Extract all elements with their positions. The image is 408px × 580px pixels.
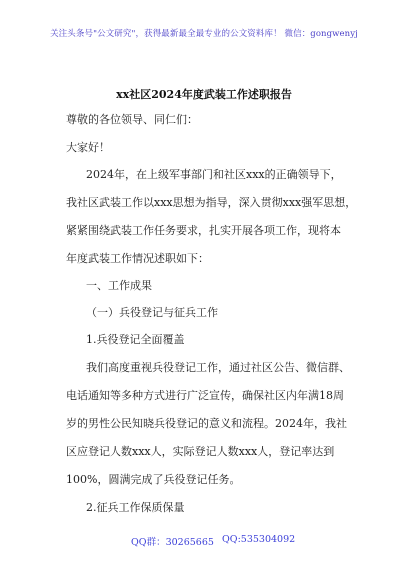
subsection-heading: （一）兵役登记与征兵工作 bbox=[86, 306, 218, 319]
item-heading: 2.征兵工作保质保量 bbox=[86, 501, 185, 514]
item-heading: 1.兵役登记全面覆盖 bbox=[86, 333, 185, 346]
paragraph-line: 我社区武装工作以xxx思想为指导，深入贯彻xxx强军思想， bbox=[66, 196, 357, 209]
paragraph-line: 我们高度重视兵役登记工作，通过社区公告、微信群、 bbox=[86, 361, 350, 374]
paragraph-line: 电话通知等多种方式进行广泛宣传，确保社区内年满18周 bbox=[66, 389, 344, 402]
header-promo-note: 关注头条号"公文研究"，获得最新最全最专业的公文资料库！ 微信：gongwenyj bbox=[50, 29, 358, 39]
footer-qq-group: QQ群：30265665 bbox=[131, 537, 214, 548]
paragraph-line: 岁的男性公民知晓兵役登记的意义和流程。2024年，我社 bbox=[66, 417, 347, 430]
section-heading: 一、工作成果 bbox=[86, 279, 152, 292]
salutation: 尊敬的各位领导、同仁们： bbox=[66, 113, 198, 126]
footer-qq-number: QQ:535304092 bbox=[222, 534, 296, 545]
paragraph-line: 紧紧围绕武装工作任务要求，扎实开展各项工作，现将本 bbox=[66, 224, 341, 237]
document-title: xx社区2024年度武装工作述职报告 bbox=[116, 88, 292, 101]
paragraph-line: 2024年，在上级军事部门和社区xxx的正确领导下， bbox=[86, 168, 342, 181]
greeting: 大家好！ bbox=[66, 141, 110, 154]
paragraph-line: 区应登记人数xxx人，实际登记人数xxx人，登记率达到 bbox=[66, 445, 335, 458]
paragraph-line: 年度武装工作情况述职如下： bbox=[66, 252, 209, 265]
paragraph-line: 100%，圆满完成了兵役登记任务。 bbox=[66, 473, 241, 486]
